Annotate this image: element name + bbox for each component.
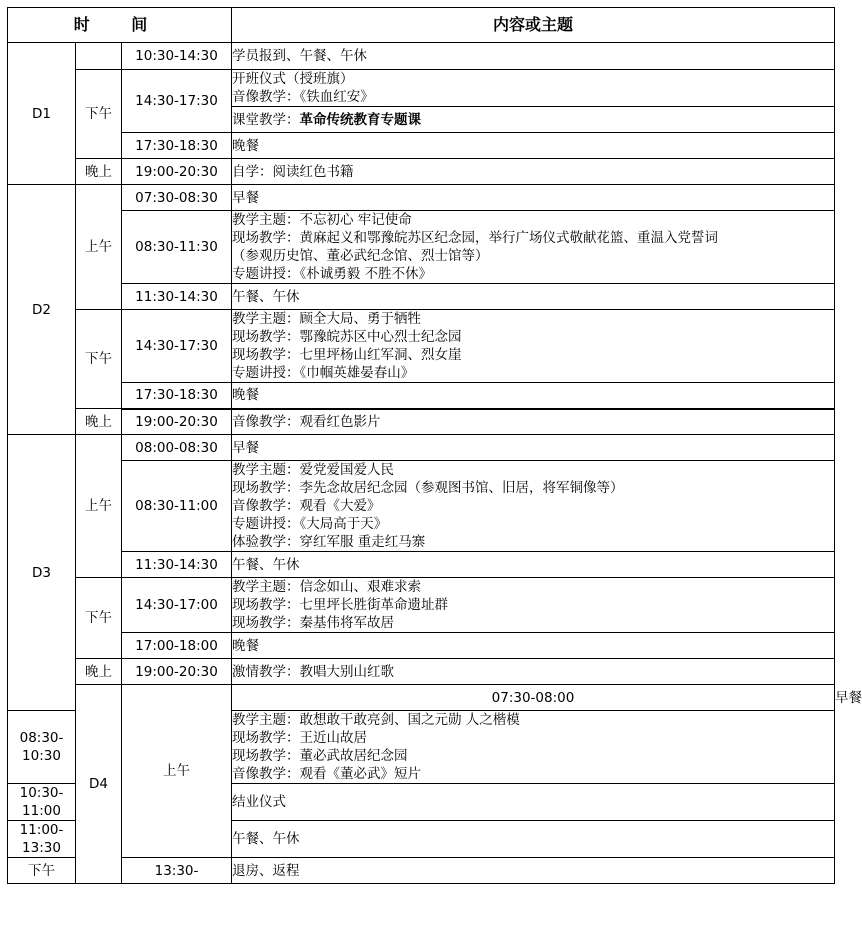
table-row — [8, 552, 835, 578]
period-label: 下午 — [76, 310, 122, 409]
time-cell: 10:30-14:30 — [122, 43, 232, 70]
content-cell: 晚餐 — [232, 383, 835, 409]
content-line: 现场教学：王近山故居 — [232, 730, 367, 746]
content-cell: 结业仪式 — [232, 784, 835, 821]
time-cell: 07:30-08:00 — [232, 685, 835, 711]
time-cell: 19:00-20:30 — [122, 409, 232, 435]
content-line: 教学主题：顾全大局、勇于牺牲 — [232, 311, 421, 327]
content-cell: 晚餐 — [232, 633, 835, 659]
table-row — [8, 211, 835, 284]
content-line: 现场教学：七里坪杨山红军洞、烈女崖 — [232, 347, 462, 363]
time-cell: 14:30-17:00 — [122, 578, 232, 633]
content-line: 音像教学：观看《大爱》 — [232, 498, 381, 514]
content-cell: 午餐、午休 — [232, 821, 835, 858]
table-row — [8, 284, 835, 310]
content-line: 教学主题：爱党爱国爱人民 — [232, 462, 394, 478]
table-row — [8, 159, 835, 185]
time-cell: 08:30-10:30 — [8, 711, 76, 784]
content-line: 教学主题：敢想敢干敢亮剑、国之元勋 人之楷模 — [232, 712, 520, 728]
content-cell — [232, 107, 835, 133]
content-line: 现场教学：七里坪长胜街革命遗址群 — [232, 597, 448, 613]
table-row — [8, 858, 835, 884]
time-header: 时 间 — [8, 8, 232, 43]
content-line: 现场教学：秦基伟将军故居 — [232, 615, 394, 631]
day-label: D1 — [8, 43, 76, 185]
period-label: 晚上 — [76, 409, 122, 435]
period-label: 下午 — [76, 70, 122, 159]
content-cell: 午餐、午休 — [232, 284, 835, 310]
time-cell: 08:00-08:30 — [122, 435, 232, 461]
content-cell: 自学：阅读红色书籍 — [232, 159, 835, 185]
content-cell: 早餐 — [232, 435, 835, 461]
content-line: 开班仪式（授班旗） — [232, 71, 354, 87]
content-line: 专题讲授：《巾帼英雄晏春山》 — [232, 365, 415, 381]
content-cell — [232, 711, 835, 784]
time-cell: 17:00-18:00 — [122, 633, 232, 659]
period-label: 晚上 — [76, 159, 122, 185]
content-prefix: 课堂教学： — [232, 111, 300, 128]
table-row — [8, 310, 835, 383]
time-cell: 11:30-14:30 — [122, 552, 232, 578]
time-cell: 13:30- — [122, 858, 232, 884]
period-label: 下午 — [8, 858, 76, 884]
table-row — [8, 578, 835, 633]
table-row — [8, 409, 835, 435]
time-cell: 07:30-08:30 — [122, 185, 232, 211]
table-row — [8, 185, 835, 211]
content-cell — [232, 310, 835, 383]
time-cell: 14:30-17:30 — [122, 310, 232, 383]
table-row — [8, 659, 835, 685]
content-cell — [232, 70, 835, 107]
time-cell: 10:30-11:00 — [8, 784, 76, 821]
time-cell: 17:30-18:30 — [122, 383, 232, 409]
time-cell: 14:30-17:30 — [122, 70, 232, 133]
content-line: 体验教学：穿红军服 重走红马寨 — [232, 534, 426, 550]
time-cell: 17:30-18:30 — [122, 133, 232, 159]
content-line: 现场教学：李先念故居纪念园（参观图书馆、旧居，将军铜像等） — [232, 480, 624, 496]
period-label: 上午 — [76, 435, 122, 578]
time-cell: 08:30-11:00 — [122, 461, 232, 552]
content-line: 音像教学：《铁血红安》 — [232, 89, 374, 105]
period-label: 下午 — [76, 578, 122, 659]
content-cell: 激情教学：教唱大别山红歌 — [232, 659, 835, 685]
content-line: 教学主题：信念如山、艰难求索 — [232, 579, 421, 595]
content-line: 教学主题：不忘初心 牢记使命 — [232, 212, 412, 228]
day-label: D4 — [76, 685, 122, 884]
period-label: 晚上 — [76, 659, 122, 685]
content-cell — [232, 461, 835, 552]
time-cell: 11:00-13:30 — [8, 821, 76, 858]
day-label: D2 — [8, 185, 76, 435]
time-cell: 11:30-14:30 — [122, 284, 232, 310]
content-cell: 音像教学：观看红色影片 — [232, 409, 835, 435]
content-cell — [232, 211, 835, 284]
table-row — [8, 43, 835, 70]
content-cell: 学员报到、午餐、午休 — [232, 43, 835, 70]
table-row — [8, 633, 835, 659]
content-cell: 晚餐 — [232, 133, 835, 159]
content-line: 音像教学：观看《董必武》短片 — [232, 766, 421, 782]
content-line: 现场教学：鄂豫皖苏区中心烈士纪念园 — [232, 329, 462, 345]
table-row — [8, 70, 835, 107]
period-label — [76, 43, 122, 70]
period-label: 上午 — [122, 685, 232, 858]
time-cell: 19:00-20:30 — [122, 159, 232, 185]
table-row — [8, 461, 835, 552]
content-line: 现场教学：董必武故居纪念园 — [232, 748, 408, 764]
time-cell: 08:30-11:30 — [122, 211, 232, 284]
content-cell — [232, 578, 835, 633]
time-cell: 19:00-20:30 — [122, 659, 232, 685]
period-label: 上午 — [76, 185, 122, 310]
content-line: 专题讲授：《朴诚勇毅 不胜不休》 — [232, 266, 433, 282]
table-row — [8, 383, 835, 409]
table-row: D4 上午 07:30-08:00 早餐 — [8, 685, 835, 711]
content-line: 现场教学：黄麻起义和鄂豫皖苏区纪念园，举行广场仪式敬献花篮、重温入党誓词 — [232, 230, 718, 246]
schedule-table — [7, 7, 862, 884]
content-cell: 早餐 — [232, 185, 835, 211]
table-row — [8, 133, 835, 159]
content-line: （参观历史馆、董必武纪念馆、烈士馆等） — [232, 248, 489, 264]
content-cell: 退房、返程 — [232, 858, 835, 884]
content-line: 专题讲授：《大局高于天》 — [232, 516, 388, 532]
table-row — [8, 435, 835, 461]
header-row — [8, 8, 835, 43]
content-cell: 午餐、午休 — [232, 552, 835, 578]
content-header: 内容或主题 — [232, 8, 835, 43]
content-bold: 革命传统教育专题课 — [299, 111, 421, 128]
day-label: D3 — [8, 435, 76, 711]
